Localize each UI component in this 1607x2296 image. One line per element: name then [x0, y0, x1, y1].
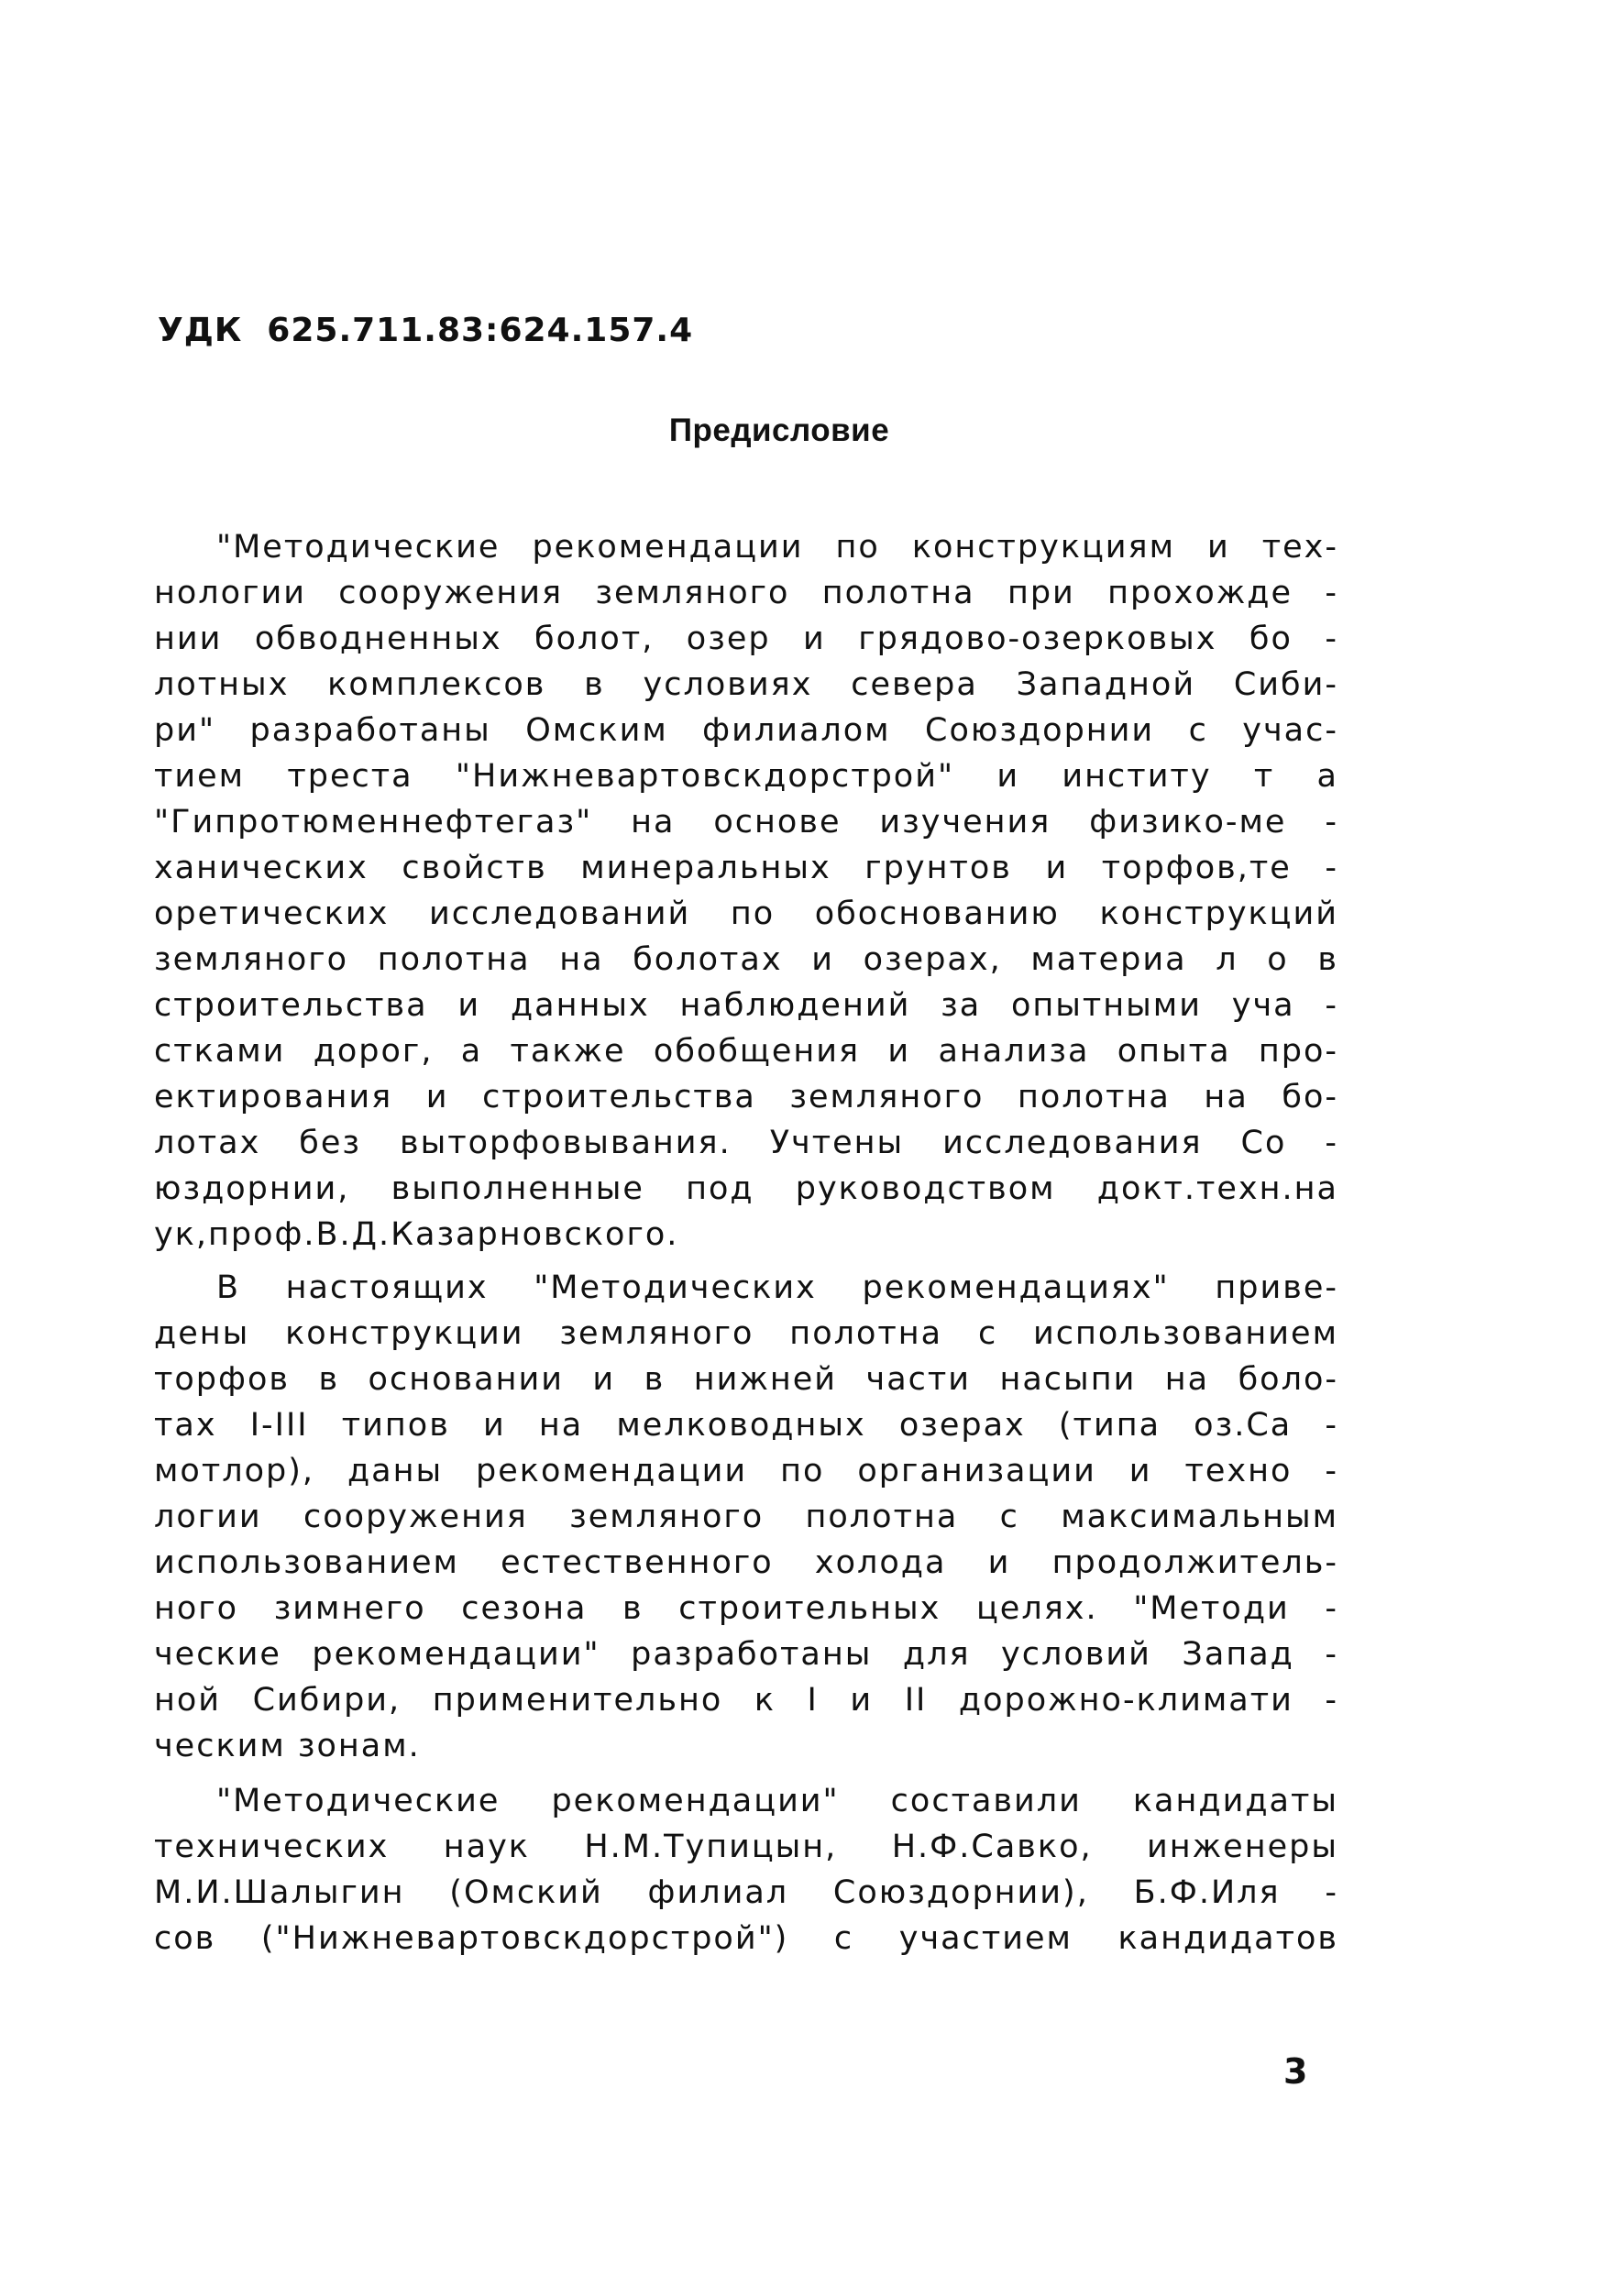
section-title: Предисловие [668, 412, 890, 448]
text-line: ного зимнего сезона в строительных целях. "Методи - [154, 1590, 1338, 1627]
text-line: строительства и данных наблюдений за опытными уча - [154, 987, 1338, 1024]
text-line: нии обводненных болот, озер и грядово-озерковых бо - [154, 621, 1338, 657]
text-line: ханических свойств минеральных грунтов и торфов,те - [154, 850, 1338, 886]
page-number: 3 [1283, 2051, 1308, 2092]
text-line: ри" разработаны Омским филиалом Союздорнии с учас- [154, 712, 1338, 749]
text-line: юздорнии, выполненные под руководством докт.техн.на [154, 1170, 1338, 1207]
text-line: "Методические рекомендации" составили кандидаты [216, 1783, 1338, 1819]
text-line: ектирования и строительства земляного полотна на бо- [154, 1079, 1338, 1115]
text-line: мотлор), даны рекомендации по организации и техно - [154, 1453, 1338, 1489]
text-line: логии сооружения земляного полотна с максимальным [154, 1499, 1338, 1535]
text-line: дены конструкции земляного полотна с использованием [154, 1315, 1338, 1352]
udk-code: УДК 625.711.83:624.157.4 [158, 312, 694, 349]
text-line: ческим зонам. [154, 1728, 421, 1764]
text-line: сов ("Нижневартовскдорстрой") с участием кандидатов [154, 1920, 1338, 1957]
text-line: тием треста "Нижневартовскдорстрой" и институ т а [154, 758, 1338, 795]
text-line: лотах без выторфовывания. Учтены исследования Со - [154, 1125, 1338, 1161]
text-line: лотных комплексов в условиях севера Западной Сиби- [154, 666, 1338, 703]
text-line: М.И.Шалыгин (Омский филиал Союздорнии), Б.Ф.Иля - [154, 1874, 1338, 1911]
text-line: стками дорог, а также обобщения и анализа опыта про- [154, 1033, 1338, 1070]
text-line: "Методические рекомендации по конструкциям и тех- [216, 529, 1338, 566]
text-line: торфов в основании и в нижней части насыпи на боло- [154, 1361, 1338, 1398]
text-line: ук,проф.В.Д.Казарновского. [154, 1216, 679, 1253]
text-line: В настоящих "Методических рекомендациях" приве- [216, 1269, 1338, 1306]
text-line: тах I-III типов и на мелководных озерах (типа оз.Са - [154, 1407, 1338, 1444]
text-line: нологии сооружения земляного полотна при прохожде - [154, 575, 1338, 611]
text-line: оретических исследований по обоснованию конструкций [154, 895, 1338, 932]
text-line: технических наук Н.М.Тупицын, Н.Ф.Савко, инженеры [154, 1829, 1338, 1865]
text-line: ной Сибири, применительно к I и II дорожно-климати - [154, 1682, 1338, 1719]
text-line: земляного полотна на болотах и озерах, материа л о в [154, 941, 1338, 978]
text-line: ческие рекомендации" разработаны для условий Запад - [154, 1636, 1338, 1673]
text-line: использованием естественного холода и продолжитель- [154, 1544, 1338, 1581]
text-line: "Гипротюменнефтегаз" на основе изучения физико-ме - [154, 804, 1338, 840]
